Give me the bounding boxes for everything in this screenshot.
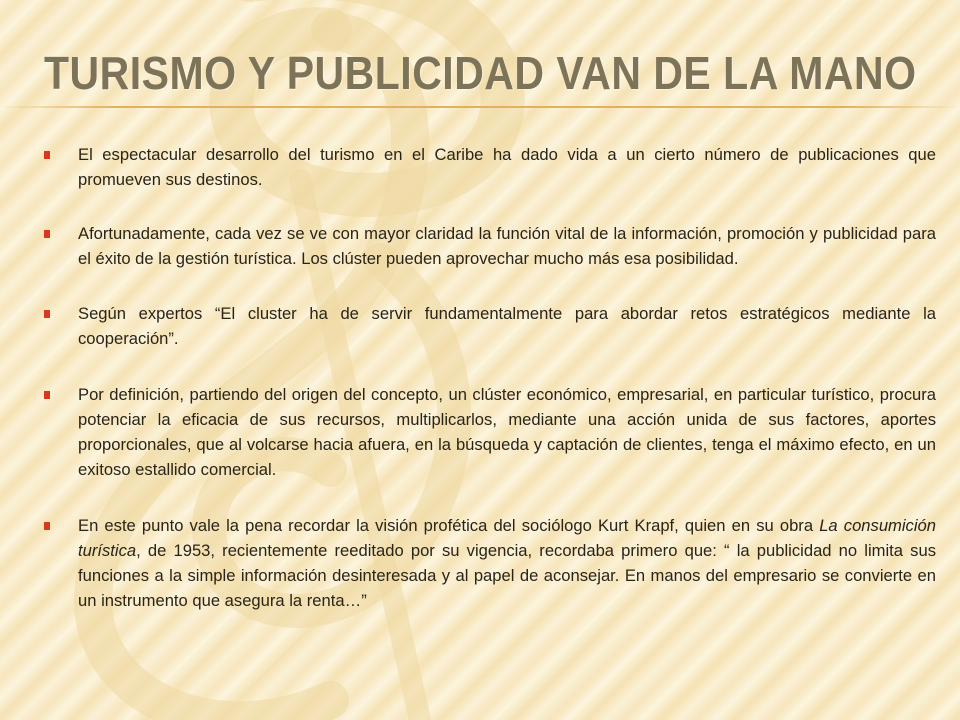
slide-title: TURISMO Y PUBLICIDAD VAN DE LA MANO — [44, 47, 917, 99]
bullet-square-icon — [44, 310, 50, 318]
bullet-item — [44, 301, 936, 351]
title-rule — [0, 106, 960, 108]
bullet-item — [44, 382, 936, 482]
bullet-item — [44, 142, 936, 192]
bullet-text: Afortunadamente, cada vez se ve con mayor claridad la función vital de la información, promoción y publicidad para el éxito de la gestión turística. Los clúster pueden aprovechar mucho más esa posibilidad. — [78, 224, 936, 268]
bullet-text: Por definición, partiendo del origen del concepto, un clúster económico, empresarial, en particular turístico, procura potenciar la eficacia de sus recursos, multiplicarlos, mediante una acción unida de sus factores, aportes proporcionales, que al volcarse hacia afuera, en la búsqueda y captación de clientes, tenga el máximo efecto, en un exitoso estallido comercial. — [78, 385, 936, 479]
bullet-square-icon — [44, 391, 50, 399]
bullet-square-icon — [44, 230, 50, 238]
bullet-text: El espectacular desarrollo del turismo en el Caribe ha dado vida a un cierto número de publicaciones que promueven sus destinos. — [78, 145, 936, 189]
bullet-text-part: En este punto vale la pena recordar la visión profética del sociólogo Kurt Krapf, quien en su obra — [78, 516, 820, 535]
bullet-text: Según expertos “El cluster ha de servir fundamentalmente para abordar retos estratégicos mediante la cooperación”. — [78, 304, 936, 348]
bullet-item — [44, 513, 936, 613]
bullet-square-icon — [44, 522, 50, 530]
bullet-text-part: , de 1953, recientemente reeditado por su vigencia, recordaba primero que: “ la publicidad no limita sus funciones a la simple información desinteresada y al papel de aconsejar. En manos del empresario se convierte en un instrumento que asegura la renta…” — [78, 541, 936, 610]
bullet-text — [78, 513, 936, 613]
bullet-list — [44, 142, 936, 613]
bullet-square-icon — [44, 151, 50, 159]
bullet-item — [44, 221, 936, 271]
book-title: La consumición turística — [78, 516, 936, 560]
